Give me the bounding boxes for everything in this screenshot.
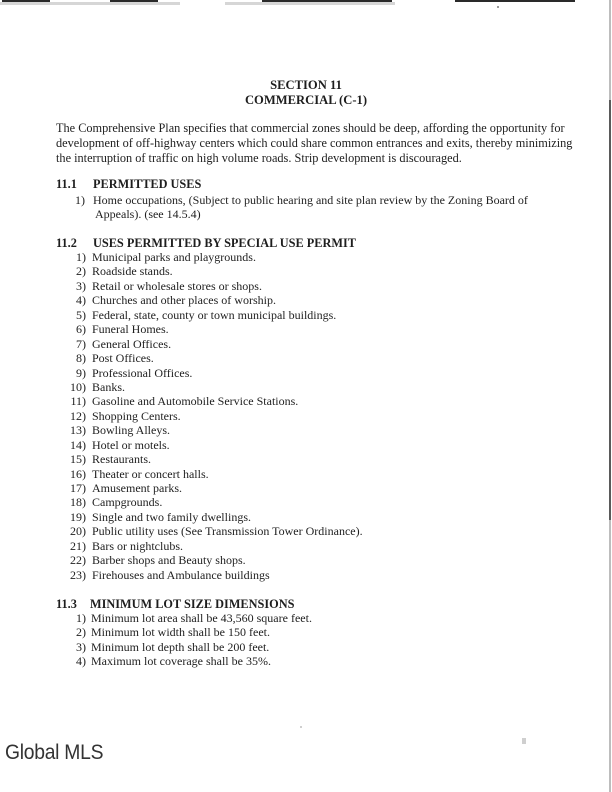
list-item-number: 1) (76, 250, 86, 264)
list-item-number: 2) (76, 264, 86, 279)
list-item (55, 351, 455, 365)
list-item (55, 640, 455, 654)
scan-speck (522, 738, 526, 744)
list-item-number: 16) (70, 466, 86, 481)
intro-line: development of off-highway centers which could share common entrances and exits, thereby minimizing (56, 136, 573, 151)
list-item-text: Hotel or motels. (92, 437, 170, 452)
list-item-number: 13) (70, 423, 86, 438)
list-item (55, 337, 455, 351)
list-item-number: 10) (70, 379, 86, 394)
list-item-text: Banks. (92, 379, 125, 394)
list-item-text: Campgrounds. (92, 495, 163, 510)
list-item-number: 7) (76, 336, 86, 351)
list-item-number: 6) (76, 322, 86, 337)
list-item-number: 14) (70, 437, 86, 452)
list-item-text: Barber shops and Beauty shops. (92, 553, 246, 568)
list-item (55, 553, 455, 567)
scan-edge-shadow (0, 2, 180, 5)
list-item-number: 15) (70, 452, 86, 467)
list-item (55, 481, 455, 495)
list-item-number: 20) (70, 524, 86, 539)
scan-edge-shadow (225, 2, 395, 5)
list-item (55, 279, 455, 293)
list-item-text: Federal, state, county or town municipal buildings. (92, 307, 337, 322)
list-item (55, 524, 455, 538)
list-item (55, 654, 455, 668)
lot-size-dimensions-list (55, 611, 455, 669)
section-number: 11.3 (56, 597, 77, 611)
list-item-text: Theater or concert halls. (92, 466, 209, 481)
list-item-text: Single and two family dwellings. (92, 509, 251, 524)
list-item (55, 438, 455, 452)
list-item-text: Churches and other places of worship. (92, 293, 276, 308)
list-item-text: Minimum lot width shall be 150 feet. (91, 625, 270, 640)
list-item-number: 3) (76, 278, 86, 293)
list-item-text: Shopping Centers. (92, 408, 181, 423)
list-item-number: 4) (76, 654, 86, 669)
list-item-text: Minimum lot depth shall be 200 feet. (91, 639, 270, 654)
intro-line: The Comprehensive Plan specifies that commercial zones should be deep, affording the opportunity for (56, 121, 565, 135)
list-item (55, 495, 455, 509)
list-item (55, 467, 455, 481)
list-item-text: Amusement parks. (92, 481, 182, 495)
list-item-text: Bowling Alleys. (92, 423, 171, 438)
list-item-text: Funeral Homes. (92, 322, 169, 337)
list-item-text: Professional Offices. (92, 365, 193, 380)
list-item-number: 19) (70, 509, 86, 524)
list-item-number: 1) (76, 611, 86, 625)
list-item (55, 264, 455, 278)
list-item (55, 510, 455, 524)
scan-speck (300, 726, 302, 728)
section-number: 11.1 (56, 177, 77, 191)
list-item-text: Bars or nightclubs. (92, 538, 183, 553)
list-item-number: 4) (76, 293, 86, 308)
list-item-text: Restaurants. (92, 452, 151, 467)
section-title: SECTION 11 (270, 78, 342, 92)
scan-edge-mark (455, 0, 575, 2)
section-number: 11.2 (56, 236, 77, 250)
list-item (55, 452, 455, 466)
section-heading-label: MINIMUM LOT SIZE DIMENSIONS (90, 597, 295, 611)
list-item (55, 293, 455, 307)
list-item-text: Appeals). (see 14.5.4) (95, 207, 201, 222)
intro-line: the interruption of traffic on high volume roads. Strip development is discouraged. (56, 151, 462, 166)
list-item (55, 366, 455, 380)
list-item (55, 409, 455, 423)
list-item-number: 1) (75, 193, 85, 207)
list-item (55, 380, 455, 394)
list-item-text: Municipal parks and playgrounds. (92, 250, 256, 264)
list-item-number: 9) (76, 365, 86, 380)
list-item (55, 625, 455, 639)
list-item-number: 2) (76, 625, 86, 640)
list-item-number: 12) (70, 408, 86, 423)
list-item (55, 394, 455, 408)
special-use-permit-list (55, 250, 455, 582)
list-item-number: 23) (70, 567, 86, 582)
list-item-text: Post Offices. (92, 351, 154, 366)
list-item (55, 308, 455, 322)
list-item-number: 5) (76, 307, 86, 322)
scan-right-edge-dark (609, 100, 611, 520)
list-item-text: Minimum lot area shall be 43,560 square feet. (91, 611, 312, 625)
list-item-text: Public utility uses (See Transmission Tower Ordinance). (92, 524, 363, 539)
list-item (55, 322, 455, 336)
section-heading-label: USES PERMITTED BY SPECIAL USE PERMIT (93, 236, 356, 250)
list-item-number: 18) (70, 495, 86, 510)
list-item (55, 611, 455, 625)
section-subtitle: COMMERCIAL (C-1) (244, 93, 368, 107)
list-item-text: Retail or wholesale stores or shops. (92, 278, 262, 293)
list-item (55, 423, 455, 437)
list-item-text: General Offices. (92, 336, 172, 351)
list-item-number: 3) (76, 639, 86, 654)
list-item-number: 8) (76, 351, 86, 366)
list-item-number: 17) (70, 481, 86, 495)
list-item-number: 11) (70, 394, 86, 409)
list-item-text: Home occupations, (Subject to public hearing and site plan review by the Zoning Board of (93, 193, 528, 207)
list-item (55, 250, 455, 264)
list-item-text: Maximum lot coverage shall be 35%. (91, 654, 271, 669)
intro-paragraph (56, 121, 574, 167)
section-heading-label: PERMITTED USES (93, 177, 202, 191)
list-item-text: Firehouses and Ambulance buildings (92, 567, 270, 582)
list-item (55, 539, 455, 553)
global-mls-watermark: Global MLS (5, 741, 104, 764)
list-item-number: 22) (70, 553, 86, 568)
list-item-text: Gasoline and Automobile Service Stations. (92, 394, 299, 409)
scan-speck (497, 6, 499, 8)
list-item-text: Roadside stands. (92, 264, 173, 279)
list-item (55, 568, 455, 582)
list-item-number: 21) (70, 538, 86, 553)
